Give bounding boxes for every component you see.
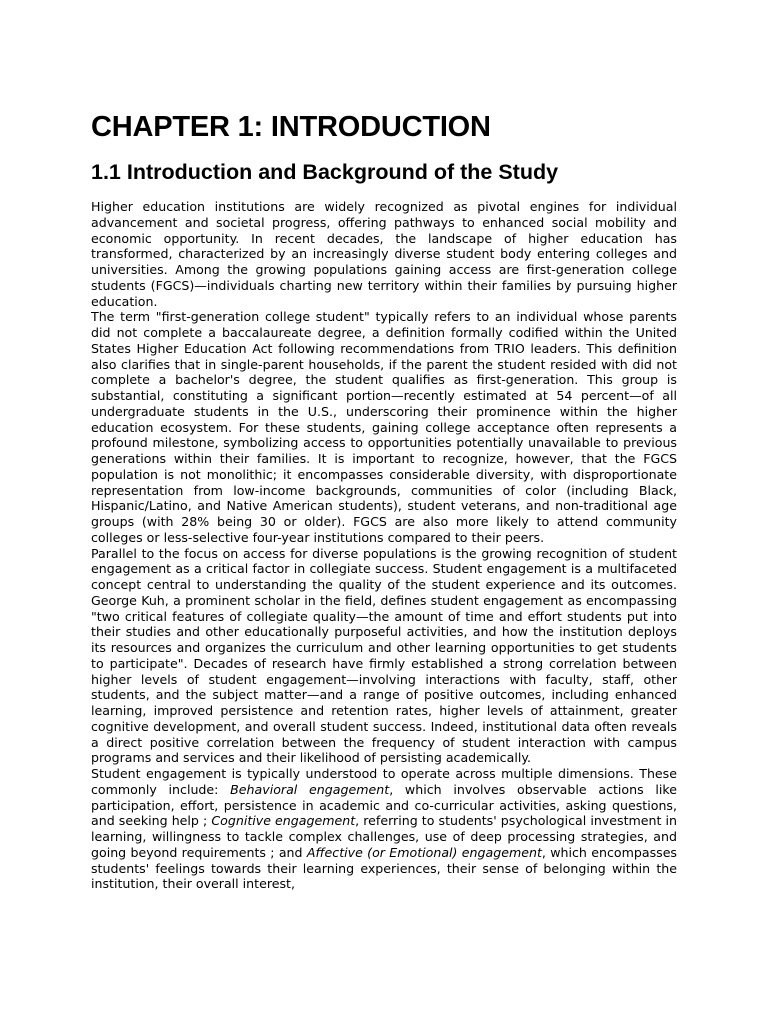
paragraph-4-intro: Student engagement is typically understood to operate across multiple dimensions. These commonly include: — [91, 766, 677, 797]
paragraph-4 — [91, 766, 677, 892]
paragraph-4-text-2: , referring to students' psychological investment in learning, willingness to tackle complex challenges, use of deep processing strategies, and going beyond requirements ; and — [91, 813, 678, 860]
paragraph-4-text-3: , which encompasses students' feelings towards their learning experiences, their sense of belonging within the institution, their overall interest, — [91, 844, 677, 892]
page-content — [91, 108, 677, 892]
paragraph-1: Higher education institutions are widely recognized as pivotal engines for individual advancement and societal progress, offering pathways to enhanced social mobility and economic opportunity. In recent decades, the landscape of higher education has transformed, characterized by an increasingly diverse student body entering colleges and universities. Among the growing populations gaining access are first-generation college students (FGCS)—individuals charting new territory within their families by pursuing higher education. — [91, 199, 677, 309]
term-behavioral-engagement: Behavioral engagement — [230, 781, 390, 797]
term-affective-engagement: Affective (or Emotional) engagement — [306, 844, 542, 860]
term-cognitive-engagement: Cognitive engagement — [211, 813, 356, 829]
paragraph-3: Parallel to the focus on access for diverse populations is the growing recognition of student engagement as a critical factor in collegiate success. Student engagement is a multifaceted concept central to understanding the quality of the student experience and its outcomes. George Kuh, a prominent scholar in the field, defines student engagement as encompassing "two critical features of collegiate quality—the amount of time and effort students put into their studies and other educationally purposeful activities, and how the institution deploys its resources and organizes the curriculum and other learning opportunities to get students to participate". Decades of research have firmly established a strong correlation between higher levels of student engagement—involving interactions with faculty, staff, other students, and the subject matter—and a range of positive outcomes, including enhanced learning, improved persistence and retention rates, higher levels of attainment, greater cognitive development, and overall student success. Indeed, institutional data often reveals a direct positive correlation between the frequency of student interaction with campus programs and services and their likelihood of persisting academically. — [91, 545, 677, 766]
paragraph-4-text-1: , which involves observable actions like participation, effort, persistence in academic and co-curricular activities, asking questions, and seeking help ; — [91, 781, 678, 829]
chapter-title: CHAPTER 1: INTRODUCTION — [91, 111, 491, 143]
paragraph-2: The term "first-generation college student" typically refers to an individual whose parents did not complete a baccalaureate degree, a definition formally codified within the United States Higher Education Act following recommendations from TRIO leaders. This definition also clarifies that in single-parent households, if the parent the student resided with did not complete a bachelor's degree, the student qualifies as first-generation. This group is substantial, constituting a significant portion—recently estimated at 54 percent—of all undergraduate students in the U.S., underscoring their prominence within the higher education ecosystem. For these students, gaining college acceptance often represents a profound milestone, symbolizing access to opportunities potentially unavailable to previous generations within their families. It is important to recognize, however, that the FGCS population is not monolithic; it encompasses considerable diversity, with disproportionate representation from low-income backgrounds, communities of color (including Black, Hispanic/Latino, and Native American students), student veterans, and non-traditional age groups (with 28% being 30 or older). FGCS are also more likely to attend community colleges or less-selective four-year institutions compared to their peers. — [91, 309, 677, 545]
section-title: 1.1 Introduction and Background of the Study — [91, 160, 559, 184]
